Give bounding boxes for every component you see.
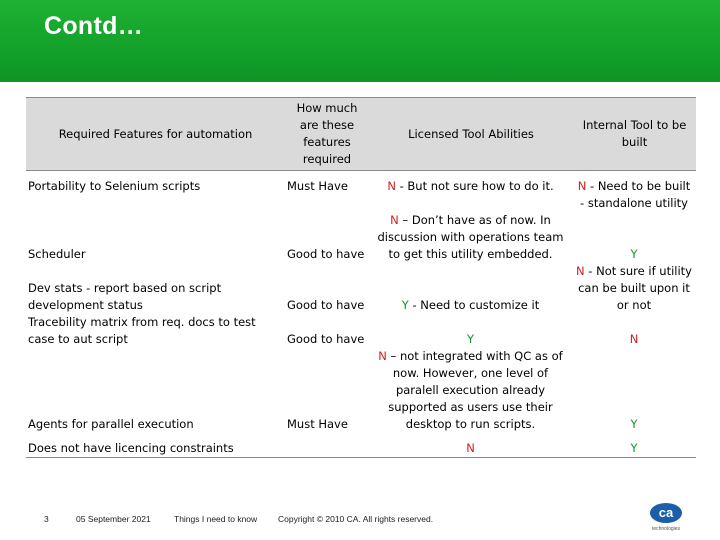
features-comparison-table [26, 97, 696, 458]
internal-flag: N [577, 179, 587, 193]
ca-technologies-logo [648, 502, 684, 532]
licensed-tool-cell [369, 314, 573, 348]
logo-mark: ca [658, 505, 674, 520]
logo-tagline: technologies [651, 526, 681, 532]
internal-note: - Not sure if utility can be built upon it or not [578, 264, 692, 312]
licensed-note: – not integrated with QC as of now. However, one level of paralell execution already supported as users use their desktop to run scripts. [386, 349, 563, 431]
licensed-note: - Need to customize it [408, 298, 540, 312]
licensed-flag: N [466, 441, 475, 455]
header-required-features: Required Features for automation [26, 98, 285, 171]
header-how-much-required: How much are these features required [285, 98, 369, 171]
licensed-tool-cell [369, 263, 573, 314]
requirement-cell: Good to have [287, 247, 365, 261]
requirement-cell: Good to have [287, 332, 365, 346]
table-row [26, 171, 696, 213]
requirement-cell: Must Have [287, 179, 348, 193]
internal-flag: N [576, 264, 585, 278]
footer-copyright: Copyright © 2010 CA. All rights reserved. [278, 514, 434, 524]
licensed-flag: Y [401, 298, 409, 312]
internal-tool-cell [573, 263, 696, 314]
feature-cell: Dev stats - report based on script development status [28, 281, 222, 312]
feature-cell: Scheduler [28, 247, 86, 261]
licensed-flag: N [378, 349, 387, 363]
table-row [26, 263, 696, 314]
requirement-cell: Good to have [287, 298, 365, 312]
feature-cell: Does not have licencing constraints [26, 433, 285, 458]
table-row [26, 348, 696, 433]
slide-title: Contd… [44, 12, 143, 40]
licensed-flag: N [387, 179, 396, 193]
internal-note: - Need to be built - standalone utility [580, 179, 691, 210]
licensed-tool-cell [369, 171, 573, 213]
header-licensed-tool: Licensed Tool Abilities [369, 98, 573, 171]
internal-flag: Y [630, 441, 638, 455]
internal-tool-cell [573, 348, 696, 433]
footer-page-number: 3 [44, 514, 49, 524]
internal-flag: N [629, 332, 639, 346]
footer-subject: Things I need to know [174, 514, 258, 524]
feature-cell: Portability to Selenium scripts [28, 179, 201, 193]
licensed-tool-cell [369, 348, 573, 433]
header-internal-tool: Internal Tool to be built [573, 98, 696, 171]
requirement-cell [285, 433, 369, 458]
table-row [26, 314, 696, 348]
feature-cell: Agents for parallel execution [28, 417, 194, 431]
internal-tool-cell [573, 433, 696, 458]
table-row [26, 433, 696, 458]
licensed-tool-cell [369, 212, 573, 263]
internal-tool-cell [573, 171, 696, 213]
requirement-cell: Must Have [287, 417, 348, 431]
internal-tool-cell [573, 314, 696, 348]
licensed-flag: Y [466, 332, 475, 346]
table-header-row [26, 98, 696, 171]
internal-flag: Y [630, 417, 638, 431]
licensed-note: – Don’t have as of now. In discussion with operations team to get this utility embedded. [377, 213, 564, 261]
licensed-flag: N [390, 213, 399, 227]
internal-flag: Y [630, 247, 638, 261]
internal-tool-cell [573, 212, 696, 263]
feature-cell: Tracebility matrix from req. docs to test case to aut script [28, 315, 256, 346]
licensed-tool-cell [369, 433, 573, 458]
table-row [26, 212, 696, 263]
footer-date: 05 September 2021 [76, 514, 151, 524]
licensed-note: - But not sure how to do it. [395, 179, 554, 193]
